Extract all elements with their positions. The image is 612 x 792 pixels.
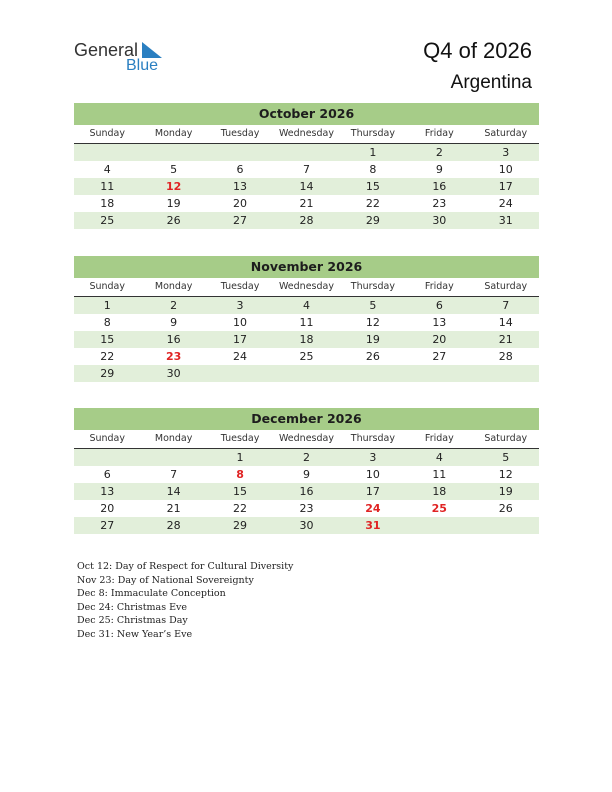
- empty-day-cell: [140, 449, 206, 466]
- day-cell: 2: [435, 146, 443, 159]
- week-row: [74, 314, 539, 331]
- weekday-label: Sunday: [89, 128, 125, 139]
- day-cell: 11: [100, 180, 115, 193]
- day-cell: 5: [369, 299, 377, 312]
- day-cell: 7: [170, 468, 178, 481]
- empty-day-cell: [406, 365, 472, 382]
- day-cell: 27: [432, 350, 447, 363]
- day-cell: 2: [170, 299, 178, 312]
- day-cell: 30: [166, 367, 181, 380]
- holiday-note: Dec 31: New Year’s Eve: [77, 628, 193, 640]
- day-cell: 13: [432, 316, 447, 329]
- weekday-label: Monday: [154, 433, 193, 444]
- day-cell: 22: [233, 502, 248, 515]
- day-cell: 25: [431, 502, 447, 515]
- day-cell: 2: [302, 451, 310, 464]
- week-row: [74, 365, 539, 382]
- week-row: [74, 348, 539, 365]
- day-cell: 31: [498, 214, 513, 227]
- day-cell: 18: [432, 485, 447, 498]
- day-cell: 25: [299, 350, 314, 363]
- weekday-label: Friday: [424, 281, 454, 292]
- day-cell: 15: [233, 485, 248, 498]
- day-cell: 30: [432, 214, 447, 227]
- empty-day-cell: [473, 517, 539, 534]
- weekday-header-row: [74, 430, 539, 449]
- day-cell: 23: [299, 502, 314, 515]
- day-cell: 21: [299, 197, 314, 210]
- day-cell: 6: [103, 468, 111, 481]
- day-cell: 21: [498, 333, 513, 346]
- day-cell: 3: [369, 451, 377, 464]
- day-cell: 27: [233, 214, 248, 227]
- weekday-label: Thursday: [350, 433, 395, 444]
- day-cell: 20: [233, 197, 248, 210]
- month-title: November 2026: [74, 256, 539, 278]
- day-cell: 11: [432, 468, 447, 481]
- empty-day-cell: [406, 517, 472, 534]
- empty-day-cell: [340, 365, 406, 382]
- weekday-label: Monday: [154, 128, 193, 139]
- day-cell: 14: [166, 485, 181, 498]
- day-cell: 10: [498, 163, 513, 176]
- weekday-label: Sunday: [89, 433, 125, 444]
- day-cell: 20: [100, 502, 115, 515]
- holiday-note: Dec 24: Christmas Eve: [77, 601, 188, 613]
- holiday-note: Dec 25: Christmas Day: [77, 615, 188, 626]
- logo-general-text: General: [74, 40, 139, 60]
- generalblue-logo: [74, 40, 174, 80]
- day-cell: 20: [432, 333, 447, 346]
- day-cell: 31: [365, 519, 381, 532]
- day-cell: 29: [233, 519, 248, 532]
- day-cell: 29: [365, 214, 380, 227]
- empty-day-cell: [74, 144, 140, 161]
- day-cell: 8: [103, 316, 111, 329]
- weekday-label: Tuesday: [220, 433, 260, 444]
- month-october: [74, 103, 539, 229]
- day-cell: 9: [302, 468, 310, 481]
- day-cell: 14: [498, 316, 513, 329]
- day-cell: 28: [299, 214, 314, 227]
- holiday-note: Oct 12: Day of Respect for Cultural Diversity: [77, 561, 294, 572]
- weekday-label: Saturday: [484, 128, 528, 139]
- day-cell: 1: [236, 451, 244, 464]
- day-cell: 13: [233, 180, 248, 193]
- day-cell: 15: [365, 180, 380, 193]
- day-cell: 26: [166, 214, 181, 227]
- day-cell: 24: [233, 350, 248, 363]
- week-row: [74, 517, 539, 534]
- day-cell: 10: [365, 468, 380, 481]
- week-row: [74, 500, 539, 517]
- weekday-header-row: [74, 125, 539, 144]
- day-cell: 23: [165, 350, 182, 363]
- day-cell: 24: [498, 197, 513, 210]
- weekday-label: Wednesday: [278, 281, 334, 292]
- day-cell: 28: [498, 350, 513, 363]
- day-cell: 6: [236, 163, 244, 176]
- day-cell: 19: [498, 485, 513, 498]
- day-cell: 11: [299, 316, 314, 329]
- day-cell: 1: [369, 146, 377, 159]
- day-cell: 8: [369, 163, 377, 176]
- day-cell: 12: [365, 316, 380, 329]
- month-title: October 2026: [74, 103, 539, 125]
- day-cell: 6: [435, 299, 443, 312]
- holiday-note: Nov 23: Day of National Sovereignty: [77, 574, 254, 586]
- day-cell: 13: [100, 485, 115, 498]
- day-cell: 29: [100, 367, 115, 380]
- day-cell: 24: [365, 502, 381, 515]
- month-november: [74, 256, 539, 382]
- weekday-label: Saturday: [484, 281, 528, 292]
- day-cell: 7: [502, 299, 510, 312]
- day-cell: 22: [365, 197, 380, 210]
- weekday-label: Tuesday: [220, 128, 260, 139]
- day-cell: 9: [435, 163, 443, 176]
- logo-triangle-icon: [142, 42, 162, 58]
- week-row: [74, 195, 539, 212]
- week-row: [74, 466, 539, 483]
- day-cell: 4: [435, 451, 443, 464]
- weekday-label: Wednesday: [278, 433, 334, 444]
- weekday-label: Thursday: [350, 281, 395, 292]
- month-title: December 2026: [74, 408, 539, 430]
- country-name: Argentina: [450, 72, 532, 93]
- day-cell: 25: [100, 214, 115, 227]
- day-cell: 28: [166, 519, 181, 532]
- day-cell: 27: [100, 519, 115, 532]
- empty-day-cell: [273, 144, 339, 161]
- day-cell: 16: [166, 333, 181, 346]
- page-title: Q4 of 2026: [423, 38, 532, 63]
- empty-day-cell: [74, 449, 140, 466]
- weekday-header-row: [74, 278, 539, 297]
- day-cell: 19: [365, 333, 380, 346]
- day-cell: 30: [299, 519, 314, 532]
- holiday-note: Dec 8: Immaculate Conception: [77, 588, 226, 599]
- day-cell: 5: [170, 163, 178, 176]
- day-cell: 26: [498, 502, 513, 515]
- empty-day-cell: [207, 365, 273, 382]
- week-row: [74, 331, 539, 348]
- day-cell: 8: [236, 468, 244, 481]
- day-cell: 12: [165, 180, 182, 193]
- day-cell: 7: [302, 163, 310, 176]
- day-cell: 10: [233, 316, 248, 329]
- holiday-notes: [77, 560, 293, 641]
- day-cell: 22: [100, 350, 115, 363]
- day-cell: 4: [103, 163, 111, 176]
- day-cell: 3: [236, 299, 244, 312]
- week-row: [74, 297, 539, 314]
- day-cell: 5: [502, 451, 510, 464]
- day-cell: 17: [365, 485, 380, 498]
- day-cell: 18: [100, 197, 115, 210]
- weekday-label: Friday: [424, 433, 454, 444]
- day-cell: 26: [365, 350, 380, 363]
- logo-blue-text: Blue: [126, 57, 159, 74]
- day-cell: 16: [299, 485, 314, 498]
- day-cell: 23: [432, 197, 447, 210]
- day-cell: 21: [166, 502, 181, 515]
- weekday-label: Thursday: [350, 128, 395, 139]
- day-cell: 15: [100, 333, 115, 346]
- empty-day-cell: [207, 144, 273, 161]
- day-cell: 9: [170, 316, 178, 329]
- week-row: [74, 178, 539, 195]
- day-cell: 18: [299, 333, 314, 346]
- weekday-label: Monday: [154, 281, 193, 292]
- day-cell: 17: [498, 180, 513, 193]
- weekday-label: Saturday: [484, 433, 528, 444]
- empty-day-cell: [140, 144, 206, 161]
- weekday-label: Friday: [424, 128, 454, 139]
- day-cell: 12: [498, 468, 513, 481]
- day-cell: 3: [502, 146, 510, 159]
- month-december: [74, 408, 539, 534]
- week-row: [74, 144, 539, 161]
- weekday-label: Tuesday: [220, 281, 260, 292]
- empty-day-cell: [473, 365, 539, 382]
- day-cell: 16: [432, 180, 447, 193]
- day-cell: 19: [166, 197, 181, 210]
- day-cell: 14: [299, 180, 314, 193]
- week-row: [74, 483, 539, 500]
- empty-day-cell: [273, 365, 339, 382]
- weekday-label: Wednesday: [278, 128, 334, 139]
- day-cell: 4: [302, 299, 310, 312]
- day-cell: 17: [233, 333, 248, 346]
- week-row: [74, 449, 539, 466]
- week-row: [74, 212, 539, 229]
- day-cell: 1: [103, 299, 111, 312]
- week-row: [74, 161, 539, 178]
- weekday-label: Sunday: [89, 281, 125, 292]
